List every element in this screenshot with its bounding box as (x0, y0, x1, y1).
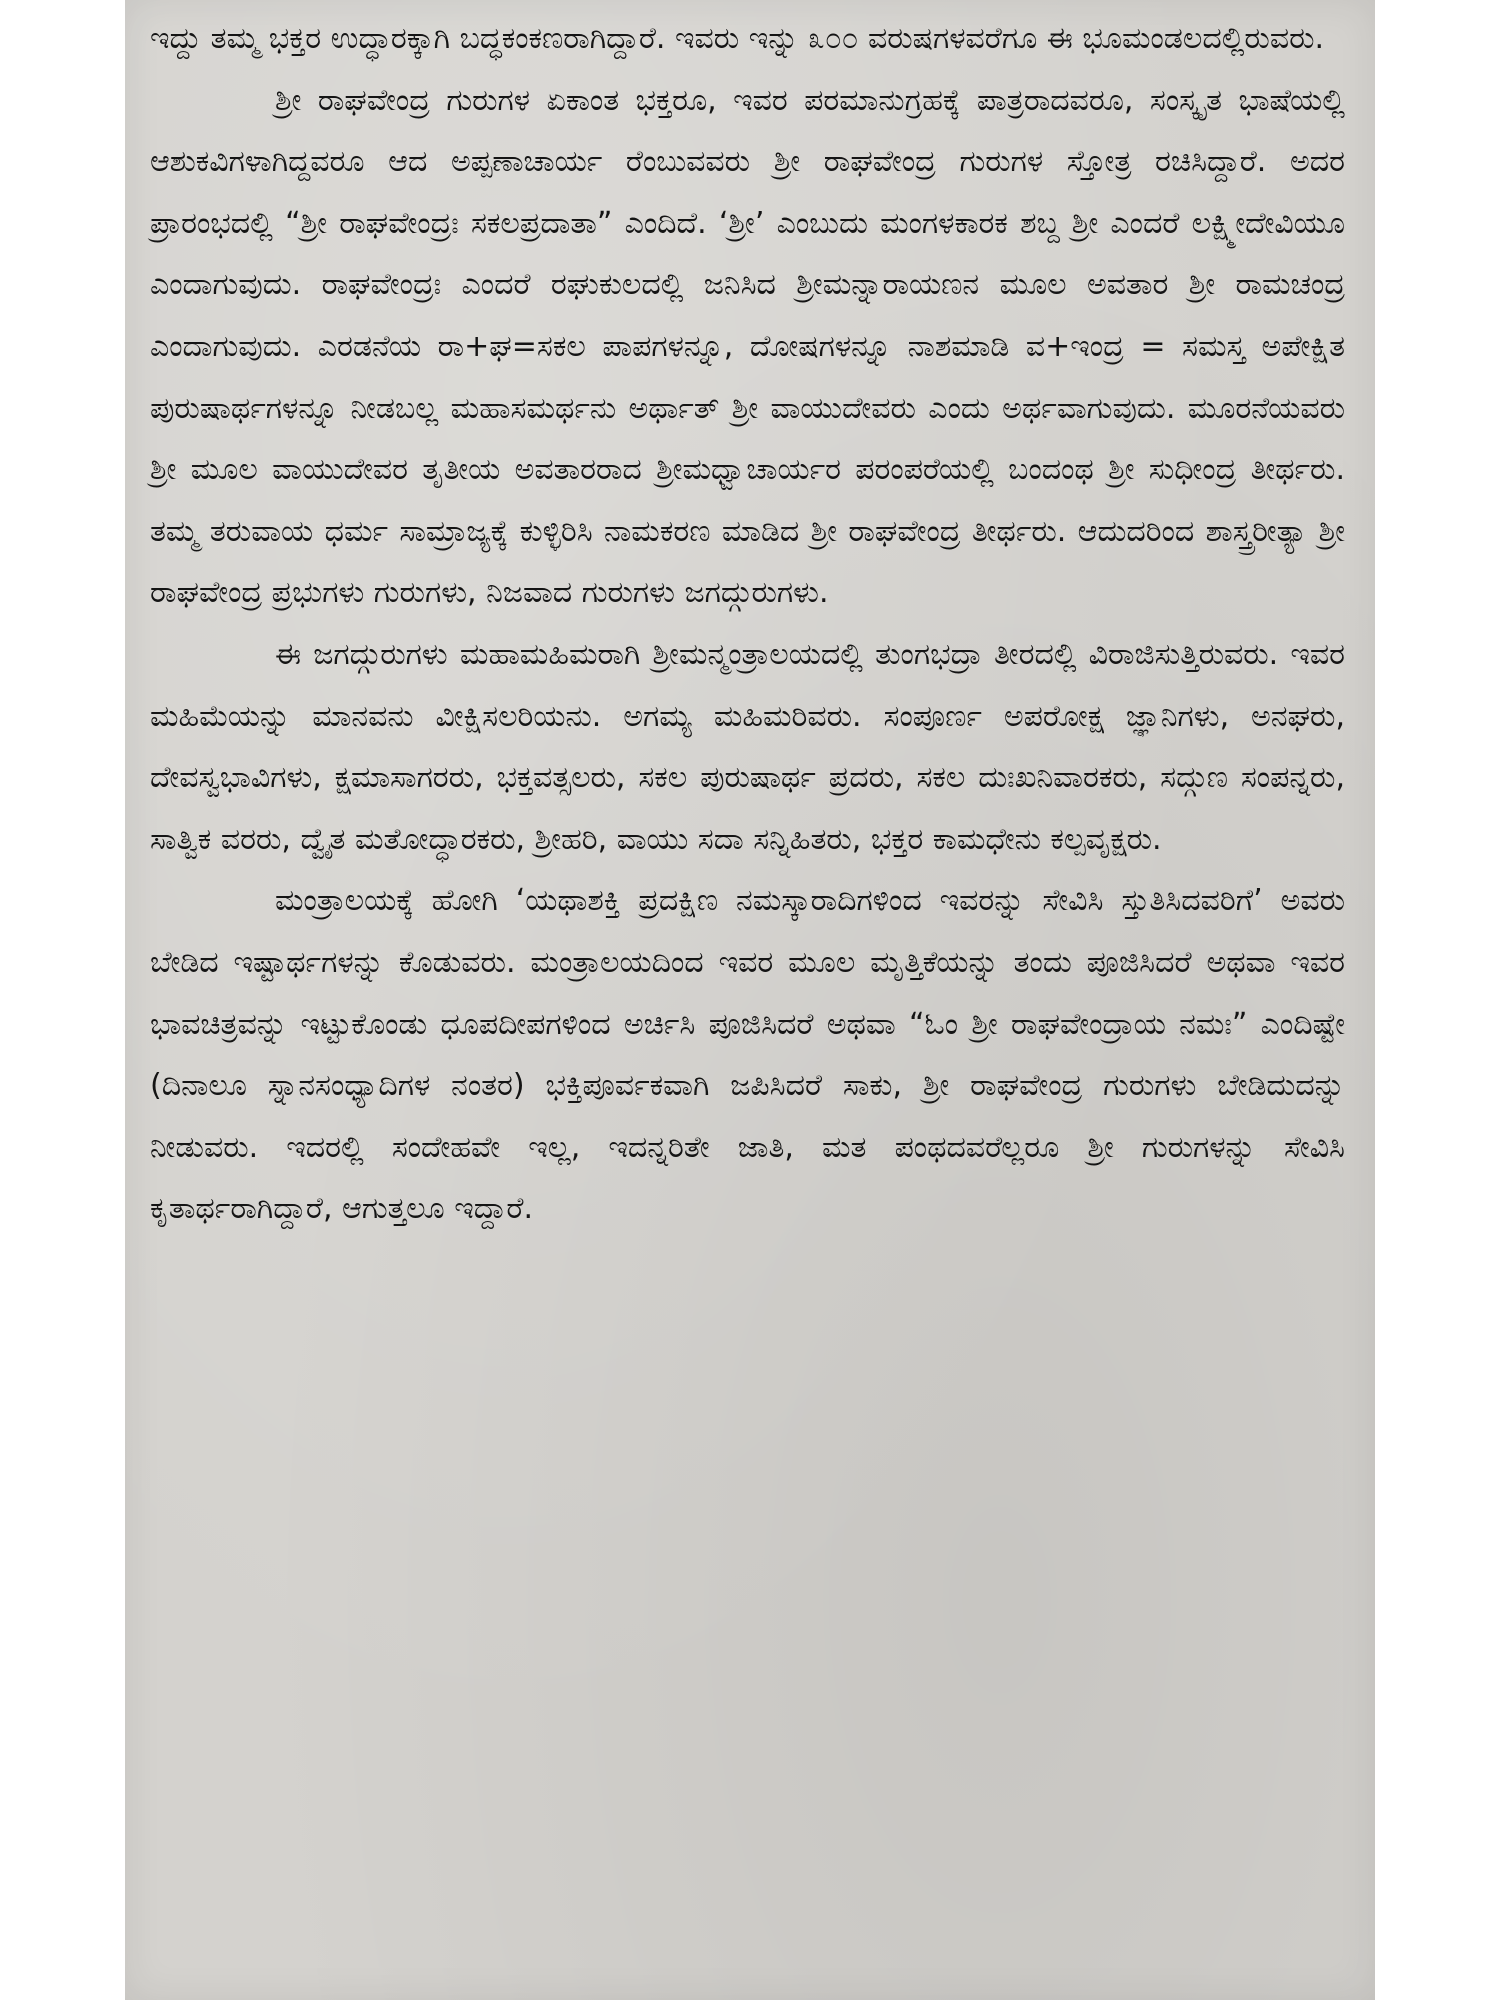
scanned-page (125, 0, 1375, 2000)
paragraph-1: ಇದ್ದು ತಮ್ಮ ಭಕ್ತರ ಉದ್ಧಾರಕ್ಕಾಗಿ ಬದ್ಧಕಂಕಣರಾಗಿದ್ದಾರೆ. ಇವರು ಇನ್ನು ೩೦೦ ವರುಷಗಳವರೆಗೂ ಈ ಭೂಮಂಡಲದಲ್ಲಿರುವರು. (150, 21, 1325, 56)
article-text (150, 8, 1345, 1240)
paragraph-4: ಮಂತ್ರಾಲಯಕ್ಕೆ ಹೋಗಿ ‘ಯಥಾಶಕ್ತಿ ಪ್ರದಕ್ಷಿಣ ನಮಸ್ಕಾರಾದಿಗಳಿಂದ ಇವರನ್ನು ಸೇವಿಸಿ ಸ್ತುತಿಸಿದವರಿಗೆ’ ಅವರು ಬೇಡಿದ ಇಷ್ಟಾರ್ಥಗಳನ್ನು ಕೊಡುವರು. ಮಂತ್ರಾಲಯದಿಂದ ಇವರ ಮೂಲ ಮೃತ್ತಿಕೆಯನ್ನು ತಂದು ಪೂಜಿಸಿದರೆ ಅಥವಾ ಇವರ ಭಾವಚಿತ್ರವನ್ನು ಇಟ್ಟುಕೊಂಡು ಧೂಪದೀಪಗಳಿಂದ ಅರ್ಚಿಸಿ ಪೂಜಿಸಿದರೆ ಅಥವಾ “ಓಂ ಶ್ರೀ ರಾಘವೇಂದ್ರಾಯ ನಮಃ” ಎಂದಿಷ್ಟೇ (ದಿನಾಲೂ ಸ್ನಾನಸಂಧ್ಯಾದಿಗಳ ನಂತರ) ಭಕ್ತಿಪೂರ್ವಕವಾಗಿ ಜಪಿಸಿದರೆ ಸಾಕು, ಶ್ರೀ ರಾಘವೇಂದ್ರ ಗುರುಗಳು ಬೇಡಿದುದನ್ನು ನೀಡುವರು. ಇದರಲ್ಲಿ ಸಂದೇಹವೇ ಇಲ್ಲ, ಇದನ್ನರಿತೇ ಜಾತಿ, ಮತ ಪಂಥದವರೆಲ್ಲರೂ ಶ್ರೀ ಗುರುಗಳನ್ನು ಸೇವಿಸಿ ಕೃತಾರ್ಥರಾಗಿದ್ದಾರೆ, ಆಗುತ್ತಲೂ ಇದ್ದಾರೆ. (150, 883, 1345, 1227)
paragraph-3: ಈ ಜಗದ್ಗುರುಗಳು ಮಹಾಮಹಿಮರಾಗಿ ಶ್ರೀಮನ್ಮಂತ್ರಾಲಯದಲ್ಲಿ ತುಂಗಭದ್ರಾ ತೀರದಲ್ಲಿ ವಿರಾಜಿಸುತ್ತಿರುವರು. ಇವರ ಮಹಿಮೆಯನ್ನು ಮಾನವನು ವೀಕ್ಷಿಸಲರಿಯನು. ಅಗಮ್ಯ ಮಹಿಮರಿವರು. ಸಂಪೂರ್ಣ ಅಪರೋಕ್ಷ ಜ್ಞಾನಿಗಳು, ಅನಘರು, ದೇವಸ್ವಭಾವಿಗಳು, ಕ್ಷಮಾಸಾಗರರು, ಭಕ್ತವತ್ಸಲರು, ಸಕಲ ಪುರುಷಾರ್ಥ ಪ್ರದರು, ಸಕಲ ದುಃಖನಿವಾರಕರು, ಸದ್ಗುಣ ಸಂಪನ್ನರು, ಸಾತ್ವಿಕ ವರರು, ದ್ವೈತ ಮತೋದ್ಧಾರಕರು, ಶ್ರೀಹರಿ, ವಾಯು ಸದಾ ಸನ್ನಿಹಿತರು, ಭಕ್ತರ ಕಾಮಧೇನು ಕಲ್ಪವೃಕ್ಷರು. (150, 636, 1345, 857)
paragraph-2: ಶ್ರೀ ರಾಘವೇಂದ್ರ ಗುರುಗಳ ಏಕಾಂತ ಭಕ್ತರೂ, ಇವರ ಪರಮಾನುಗ್ರಹಕ್ಕೆ ಪಾತ್ರರಾದವರೂ, ಸಂಸ್ಕೃತ ಭಾಷೆಯಲ್ಲಿ ಆಶುಕವಿಗಳಾಗಿದ್ದವರೂ ಆದ ಅಪ್ಪಣಾಚಾರ್ಯ ರೆಂಬುವವರು ಶ್ರೀ ರಾಘವೇಂದ್ರ ಗುರುಗಳ ಸ್ತೋತ್ರ ರಚಿಸಿದ್ದಾರೆ. ಅದರ ಪ್ರಾರಂಭದಲ್ಲಿ “ಶ್ರೀ ರಾಘವೇಂದ್ರಃ ಸಕಲಪ್ರದಾತಾ” ಎಂದಿದೆ. ‘ಶ್ರೀ’ ಎಂಬುದು ಮಂಗಳಕಾರಕ ಶಬ್ದ ಶ್ರೀ ಎಂದರೆ ಲಕ್ಷ್ಮೀದೇವಿಯೂ ಎಂದಾಗುವುದು. ರಾಘವೇಂದ್ರಃ ಎಂದರೆ ರಘುಕುಲದಲ್ಲಿ ಜನಿಸಿದ ಶ್ರೀಮನ್ನಾರಾಯಣನ ಮೂಲ ಅವತಾರ ಶ್ರೀ ರಾಮಚಂದ್ರ ಎಂದಾಗುವುದು. ಎರಡನೆಯ ರಾ+ಘ=ಸಕಲ ಪಾಪಗಳನ್ನೂ, ದೋಷಗಳನ್ನೂ ನಾಶಮಾಡಿ ವ+ಇಂದ್ರ = ಸಮಸ್ತ ಅಪೇಕ್ಷಿತ ಪುರುಷಾರ್ಥಗಳನ್ನೂ ನೀಡಬಲ್ಲ ಮಹಾಸಮರ್ಥನು ಅರ್ಥಾತ್ ಶ್ರೀ ವಾಯುದೇವರು ಎಂದು ಅರ್ಥವಾಗುವುದು. ಮೂರನೆಯವರು ಶ್ರೀ ಮೂಲ ವಾಯುದೇವರ ತೃತೀಯ ಅವತಾರರಾದ ಶ್ರೀಮಧ್ವಾಚಾರ್ಯರ ಪರಂಪರೆಯಲ್ಲಿ ಬಂದಂಥ ಶ್ರೀ ಸುಧೀಂದ್ರ ತೀರ್ಥರು. ತಮ್ಮ ತರುವಾಯ ಧರ್ಮ ಸಾಮ್ರಾಜ್ಯಕ್ಕೆ ಕುಳ್ಳಿರಿಸಿ ನಾಮಕರಣ ಮಾಡಿದ ಶ್ರೀ ರಾಘವೇಂದ್ರ ತೀರ್ಥರು. ಆದುದರಿಂದ ಶಾಸ್ತ್ರರೀತ್ಯಾ ಶ್ರೀ ರಾಘವೇಂದ್ರ ಪ್ರಭುಗಳು ಗುರುಗಳು, ನಿಜವಾದ ಗುರುಗಳು ಜಗದ್ಗುರುಗಳು. (150, 82, 1345, 611)
